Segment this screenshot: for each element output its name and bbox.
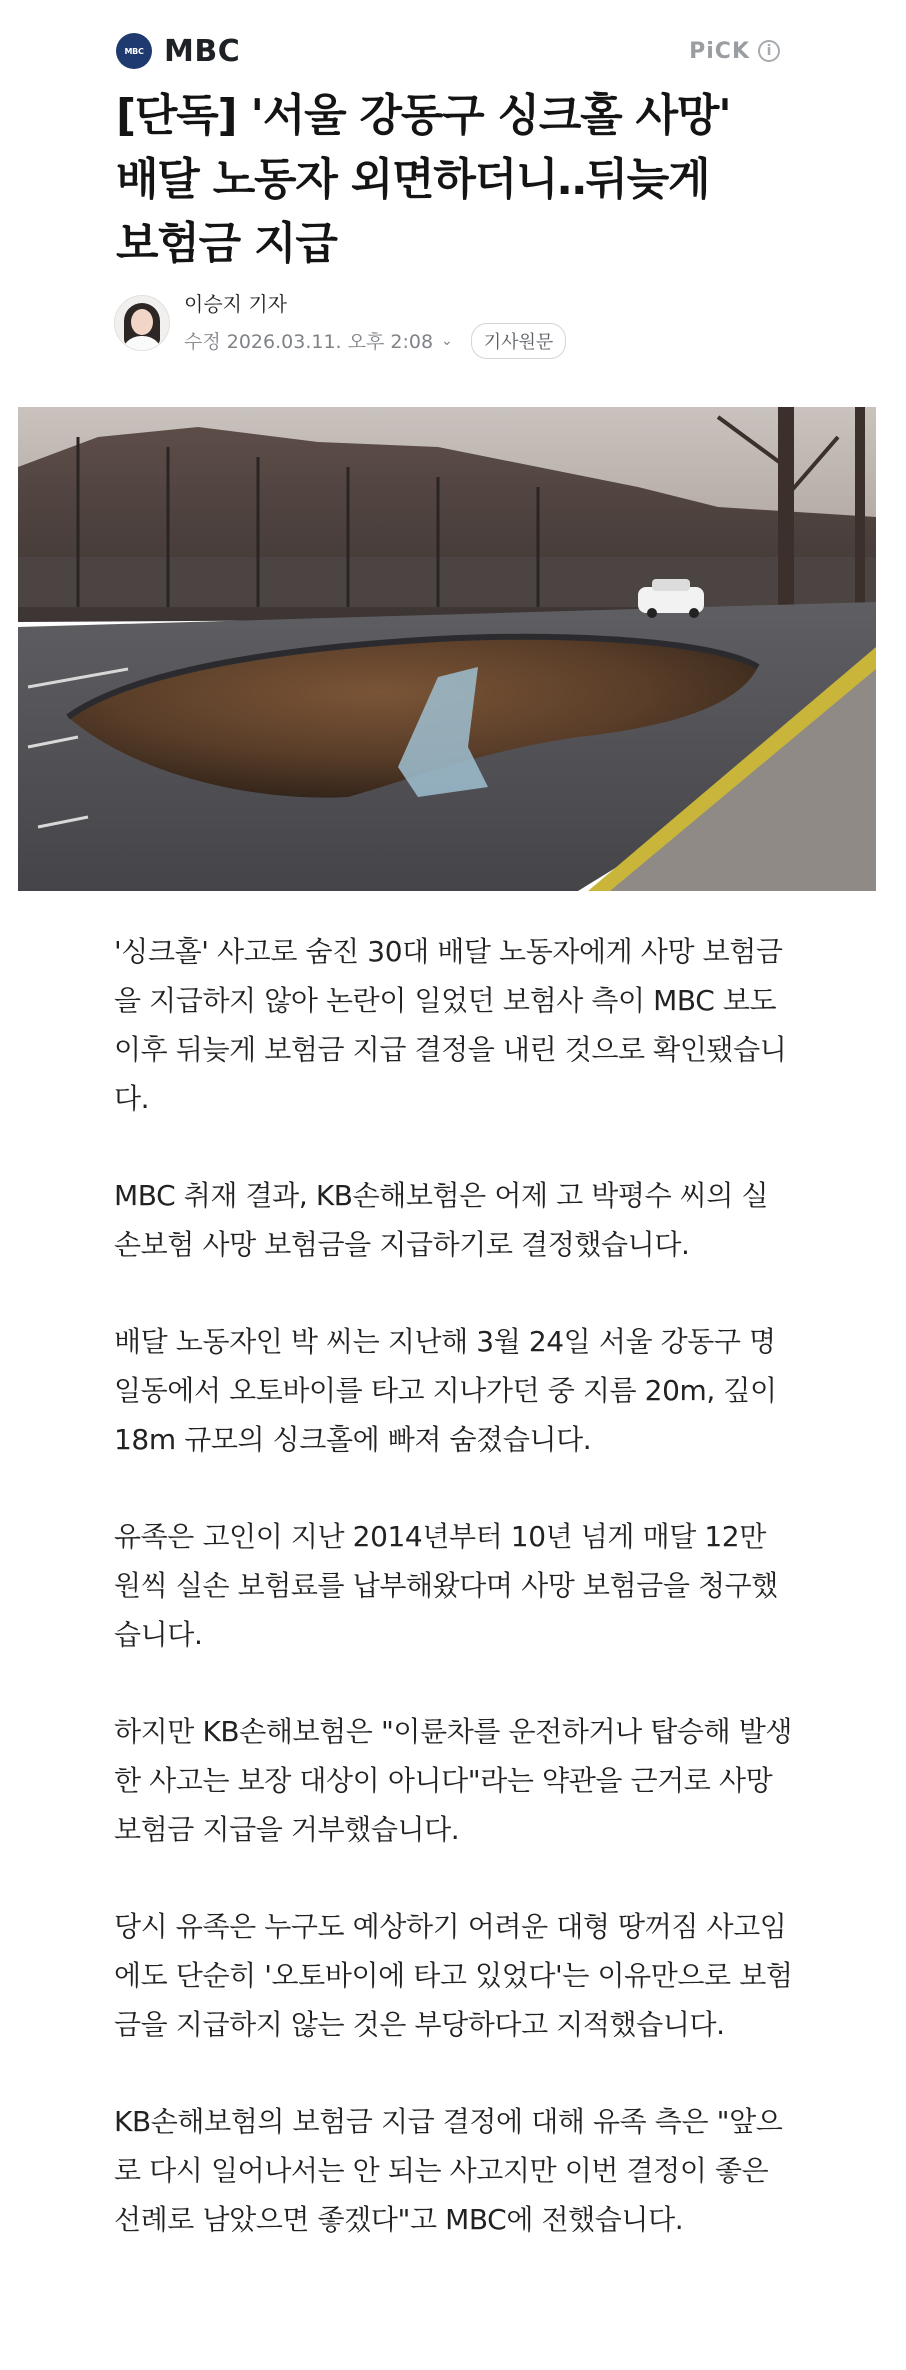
article-header (116, 30, 780, 72)
paragraph: 하지만 KB손해보험은 "이륜차를 운전하거나 탑승해 발생한 사고는 보장 대상이 아니다"라는 약관을 근거로 사망 보험금 지급을 거부했습니다. (114, 1715, 793, 1846)
article-body (114, 927, 794, 2292)
photo-wall (18, 557, 876, 607)
paragraph: 당시 유족은 누구도 예상하기 어려운 대형 땅꺼짐 사고임에도 단순히 '오토바이에 타고 있었다'는 이유만으로 보험금을 지급하지 않는 것은 부당하다고 지적했습니다. (114, 1910, 793, 2041)
paragraph: 유족은 고인이 지난 2014년부터 10년 넘게 매달 12만 원씩 실손 보험료를 납부해왔다며 사망 보험금을 청구했습니다. (114, 1520, 778, 1651)
original-article-button[interactable]: 기사원문 (471, 323, 567, 359)
byline (114, 288, 794, 358)
paragraph: MBC 취재 결과, KB손해보험은 어제 고 박평수 씨의 실손보험 사망 보험금을 지급하기로 결정했습니다. (114, 1179, 769, 1261)
paragraph: '싱크홀' 사고로 숨진 30대 배달 노동자에게 사망 보험금을 지급하지 않아 논란이 일었던 보험사 측이 MBC 보도 이후 뒤늦게 보험금 지급 결정을 내린 것으로 확인됐습니다. (114, 935, 787, 1115)
pick-badge[interactable] (689, 39, 780, 64)
press-name: MBC (164, 33, 241, 69)
modified-date: 수정 2026.03.11. 오후 2:08 (184, 331, 434, 353)
avatar-face (131, 309, 153, 335)
article-title: [단독] '서울 강동구 싱크홀 사망' 배달 노동자 외면하더니‥뒤늦게 보험금 지급 (116, 90, 731, 269)
pick-label: PiCK (689, 38, 750, 64)
info-icon[interactable]: i (758, 40, 780, 62)
article-photo (18, 407, 876, 891)
paragraph: 배달 노동자인 박 씨는 지난해 3월 24일 서울 강동구 명일동에서 오토바이를 타고 지나가던 중 지름 20m, 깊이 18m 규모의 싱크홀에 빠져 숨졌습니다. (114, 1325, 777, 1456)
chevron-down-icon[interactable]: ⌄ (441, 332, 453, 349)
mbc-logo-icon: MBC (116, 33, 152, 69)
press-brand[interactable] (116, 33, 240, 69)
paragraph: KB손해보험의 보험금 지급 결정에 대해 유족 측은 "앞으로 다시 일어나서는 안 되는 사고지만 이번 결정이 좋은 선례로 남았으면 좋겠다"고 MBC에 전했습니다. (114, 2105, 783, 2236)
byline-text (184, 288, 566, 359)
reporter-avatar[interactable] (114, 295, 170, 351)
reporter-name[interactable]: 이승지 기자 (184, 291, 287, 316)
meta-row (184, 323, 566, 359)
